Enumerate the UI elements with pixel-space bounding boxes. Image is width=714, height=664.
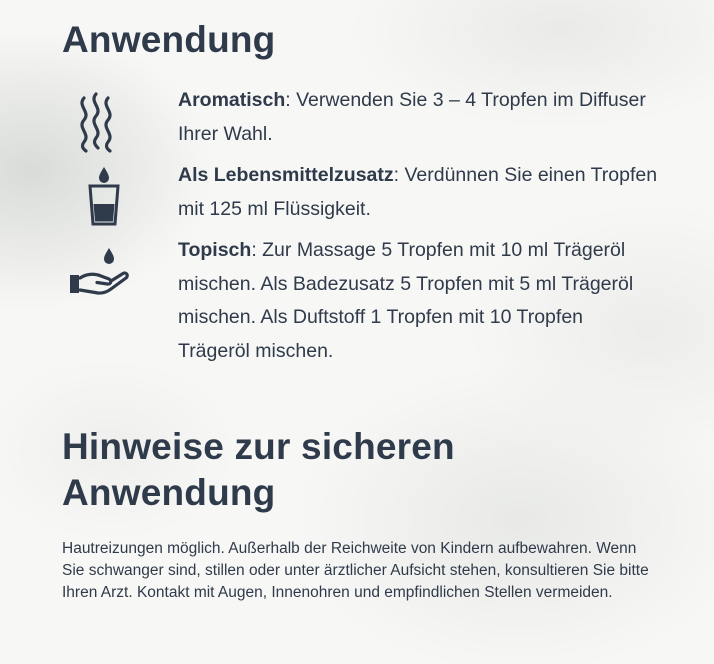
safety-heading: Hinweise zur sicheren Anwendung — [62, 426, 455, 513]
usage-item-description: : Zur Massage 5 Tropfen mit 10 ml Trägeröl mischen. Als Badezusatz 5 Tropfen mit 5 ml Trägeröl mischen. Als Duftstoff 1 Tropfen mit 10 Tropfen Trägeröl mischen. — [178, 239, 634, 362]
glass-drop-icon — [68, 165, 128, 225]
usage-item-text — [178, 234, 658, 368]
safety-text: Hautreizungen möglich. Außerhalb der Reichweite von Kindern aufbewahren. Wenn Sie schwanger sind, stillen oder unter ärztlicher Aufsicht stehen, konsultieren Sie bitte Ihren Arzt. Kontakt mit Augen, Innenohren und empfindlichen Stellen vermeiden. — [62, 540, 649, 601]
usage-heading: Anwendung — [62, 19, 276, 60]
usage-item-label: Aromatisch — [178, 89, 286, 111]
aroma-steam-icon — [68, 92, 128, 152]
hand-drop-icon — [68, 248, 128, 308]
usage-item-text — [178, 84, 658, 151]
usage-item-description: : Verdünnen Sie einen Tropfen mit 125 ml Flüssigkeit. — [178, 164, 658, 220]
usage-item-label: Topisch — [178, 239, 252, 261]
usage-item-description: : Verwenden Sie 3 – 4 Tropfen im Diffuser Ihrer Wahl. — [178, 89, 646, 145]
usage-item-label: Als Lebensmittelzusatz — [178, 164, 394, 186]
usage-item-text — [178, 159, 658, 226]
